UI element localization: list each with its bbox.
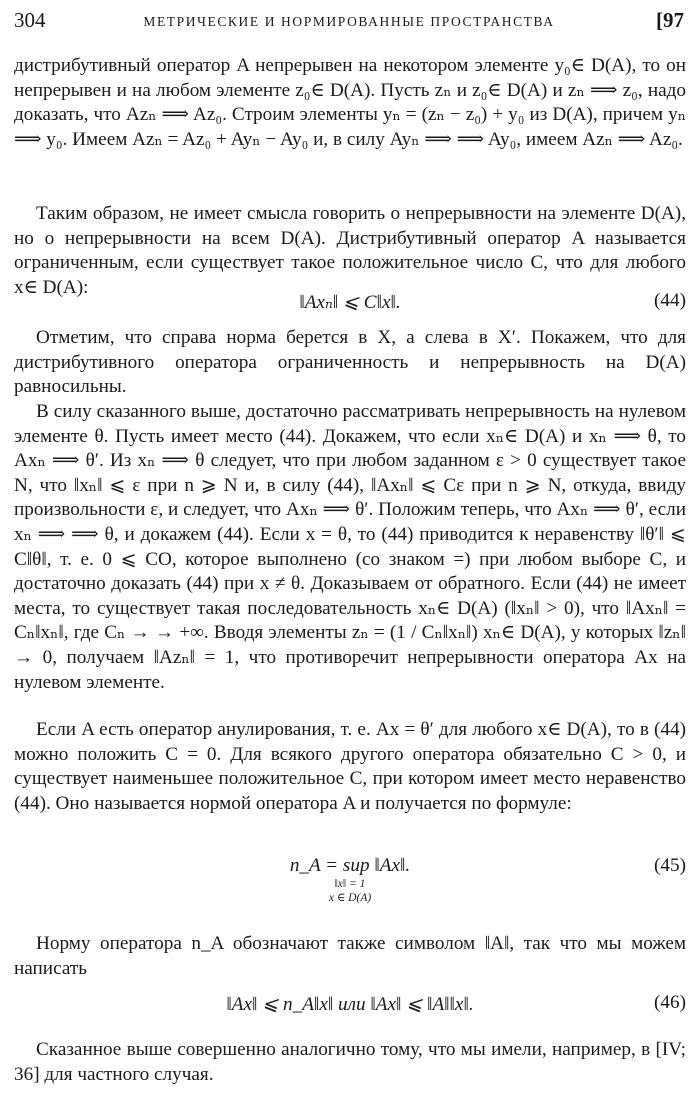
paragraph-closing-remark: Сказанное выше совершенно аналогично тому, что мы имели, например, в [IV; 36] для частного случая. [14,1039,686,1085]
formula-45-subscript-domain: x ∈ D(A) [328,892,372,904]
formula-45 [14,855,686,909]
paragraph-boundedness-definition: Таким образом, не имеет смысла говорить о непрерывности на элементе D(A), но о непрерывности на всем D(A). Дистрибутивный оператор A называется ограниченным, если существует такое положительное число C, что для любого x∈ D(A): [14,203,686,298]
formula-46 [14,992,686,1018]
paragraph-continuation: дистрибутивный оператор A непрерывен на некотором элементе y₀∈ D(A), то он непрерывен и на любом элементе z₀∈ D(A). Пусть zₙ и z₀∈ D(A) и zₙ ⟹ z₀, надо доказать, что Azₙ ⟹ Az₀. Строим элементы yₙ = (zₙ − z₀) + y₀ из D(A), причем yₙ ⟹ y₀. Имеем Azₙ = Az₀ + Ayₙ − Ay₀ и, в силу Ayₙ ⟹ ⟹ Ay₀, имеем Azₙ ⟹ Az₀. [14,55,686,150]
running-title: МЕТРИЧЕСКИЕ И НОРМИРОВАННЫЕ ПРОСТРАНСТВА [143,14,555,29]
formula-45-subscript-norm: ‖x‖ = 1 [334,878,366,890]
formula-44-expression: ‖Axₙ‖ ⩽ C‖x‖. [299,292,401,313]
formula-46-number: (46) [654,992,686,1013]
paragraph-norm-symbol: Норму оператора n_A обозначают также символом ‖A‖, так что мы можем написать [14,933,686,979]
paragraph-equivalence-statement: Отметим, что справа норма берется в X, а слева в X′. Покажем, что для дистрибутивного оператора ограниченность и непрерывность на D(A) равносильны. [14,327,686,398]
formula-44 [14,290,686,316]
formula-45-number: (45) [654,855,686,876]
formula-44-number: (44) [654,290,686,311]
page-header [14,8,684,38]
formula-45-expression: n_A = sup ‖Ax‖. [289,855,411,876]
page-number: 304 [14,8,46,32]
paragraph-proof: В силу сказанного выше, достаточно рассматривать непрерывность на нулевом элементе θ. Пусть имеет место (44). Докажем, что если xₙ∈ D(A) и xₙ ⟹ θ, то Axₙ ⟹ θ′. Из xₙ ⟹ θ следует, что при любом заданном ε > 0 существует такое N, что ‖xₙ‖ ⩽ ε при n ⩾ N и, в силу (44), ‖Axₙ‖ ⩽ Cε при n ⩾ N, откуда, ввиду произвольности ε, и следует, что Axₙ ⟹ θ′. Положим теперь, что Axₙ ⟹ θ′, если xₙ ⟹ ⟹ θ, и докажем (44). Если x = θ, то (44) приводится к неравенству ‖θ′‖ ⩽ C‖θ‖, т. е. 0 ⩽ CO, которое выполнено (со знаком =) при любом выборе C, и достаточно доказать (44) при x ≠ θ. Доказываем от обратного. Если (44) не имеет места, то существует такая последовательность xₙ∈ D(A) (‖xₙ‖ > 0), что ‖Axₙ‖ = Cₙ‖xₙ‖, где Cₙ → → +∞. Вводя элементы zₙ = (1 / Cₙ‖xₙ‖) xₙ∈ D(A), у которых ‖zₙ‖ → 0, получаем ‖Azₙ‖ = 1, что противоречит непрерывности оператора Ax на нулевом элементе. [14,401,686,693]
section-number: [97 [656,8,684,32]
formula-46-expression: ‖Ax‖ ⩽ n_A‖x‖ или ‖Ax‖ ⩽ ‖A‖‖x‖. [226,994,474,1015]
paragraph-annihilation-operator: Если A есть оператор анулирования, т. е. Ax = θ′ для любого x∈ D(A), то в (44) можно положить C = 0. Для всякого другого оператора обязательно C > 0, и существует наименьшее положительное C, при котором имеет место неравенство (44). Оно называется нормой оператора A и получается по формуле: [14,719,686,814]
